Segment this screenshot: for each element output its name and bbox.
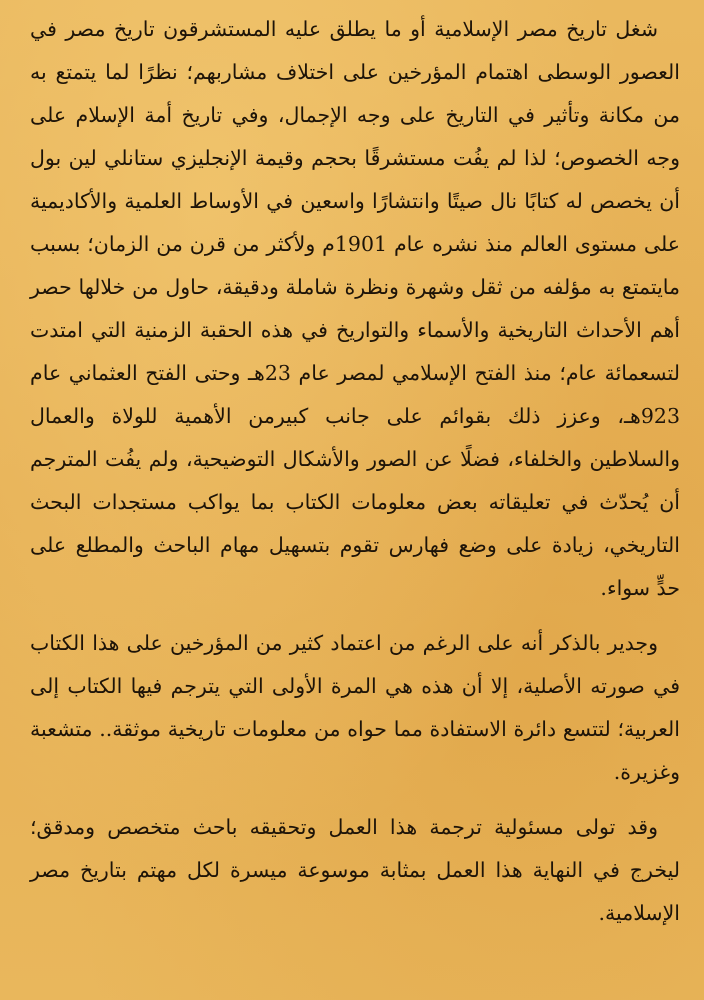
description-text-block: [30, 8, 680, 935]
paragraph-translator-note: وقد تولى مسئولية ترجمة هذا العمل وتحقيقه باحث متخصص ومدقق؛ ليخرج في النهاية هذا العمل بمثابة موسوعة ميسرة لكل مهتم بتاريخ مصر الإسلامية.: [30, 815, 680, 925]
paragraph-book-overview: شغل تاريخ مصر الإسلامية أو ما يطلق عليه المستشرقون تاريخ مصر في العصور الوسطى اهتمام المؤرخين على اختلاف مشاربهم؛ نظرًا لما يتمتع به من مكانة وتأثير في التاريخ على وجه الإجمال، وفي تاريخ أمة الإسلام على وجه الخصوص؛ لذا لم يفُت مستشرقًا بحجم وقيمة الإنجليزي ستانلي لين بول أن يخصص له كتابًا نال صيتًا وانتشارًا واسعين في الأوساط العلمية والأكاديمية على مستوى العالم منذ نشره عام 1901م ولأكثر من قرن من الزمان؛ بسبب مايتمتع به مؤلفه من ثقل وشهرة ونظرة شاملة ودقيقة، حاول من خلالها حصر أهم الأحداث التاريخية والأسماء والتواريخ في هذه الحقبة الزمنية التي امتدت لتسعمائة عام؛ منذ الفتح الإسلامي لمصر عام 23هـ وحتى الفتح العثماني عام 923هـ، وعزز ذلك بقوائم على جانب كبيرمن الأهمية للولاة والعمال والسلاطين والخلفاء، فضلًا عن الصور والأشكال التوضيحية، ولم يفُت المترجم أن يُحدّث في تعليقاته بعض معلومات الكتاب بما يواكب مستجدات البحث التاريخي، زيادة على وضع فهارس تقوم بتسهيل مهام الباحث والمطلع على حدٍّ سواء.: [30, 17, 680, 600]
paragraph-translation-note: وجدير بالذكر أنه على الرغم من اعتماد كثير من المؤرخين على هذا الكتاب في صورته الأصلية، إلا أن هذه هي المرة الأولى التي يترجم فيها الكتاب إلى العربية؛ لتتسع دائرة الاستفادة مما حواه من معلومات تاريخية موثقة.. متشعبة وغزيرة.: [30, 631, 680, 784]
